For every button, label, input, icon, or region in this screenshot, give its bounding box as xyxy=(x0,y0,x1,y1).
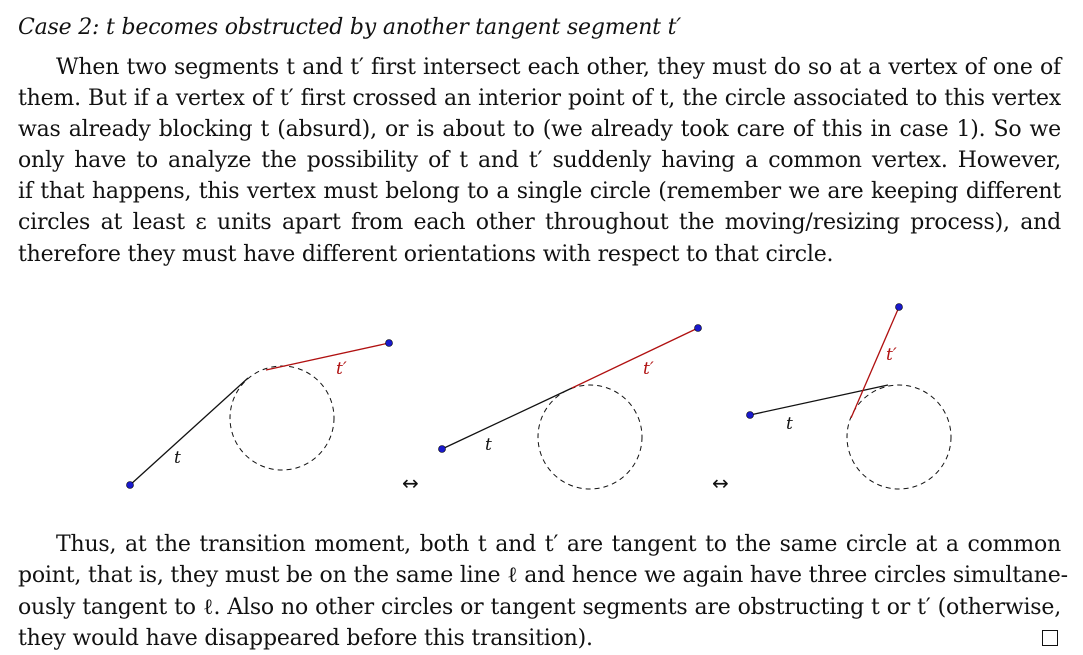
label-t-prime: t′ xyxy=(643,359,654,379)
paragraph-line: When two segments t and t′ first intersect each other, they must do so at a vertex of one of xyxy=(56,55,1061,80)
paragraph-line: Thus, at the transition moment, both t and t′ are tangent to the same circle at a common xyxy=(56,532,1061,557)
panel-3 xyxy=(747,304,952,490)
dashed-circle xyxy=(847,385,951,489)
segment-t xyxy=(750,385,888,415)
paragraph-line: if that happens, this vertex must belong to a single circle (remember we are keeping different xyxy=(18,179,1061,204)
case-heading: Case 2: t becomes obstructed by another tangent segment t′ xyxy=(18,15,682,40)
endpoint-dot xyxy=(386,340,393,347)
dashed-circle xyxy=(538,385,642,489)
endpoint-dot xyxy=(439,446,446,453)
label-t: t xyxy=(174,448,181,468)
paragraph-line: point, that is, they must be on the same line ℓ and hence we again have three circles simultane- xyxy=(18,563,1068,588)
paragraph-line: circles at least ε units apart from each other throughout the moving/resizing process), and xyxy=(18,210,1061,235)
paragraph-line: them. But if a vertex of t′ first crossed an interior point of t, the circle associated to this vertex xyxy=(18,86,1061,111)
endpoint-dot xyxy=(747,412,754,419)
paragraph-line: was already blocking t (absurd), or is about to (we already took care of this in case 1). So we xyxy=(18,117,1061,142)
transition-figure xyxy=(0,290,1083,510)
label-t: t xyxy=(786,414,793,434)
segment-t-prime xyxy=(572,328,698,388)
double-arrow-icon: ↔ xyxy=(402,471,419,495)
endpoint-dot xyxy=(695,325,702,332)
dashed-circle xyxy=(230,366,334,470)
segment-t-prime xyxy=(266,343,389,370)
paragraph-line: ously tangent to ℓ. Also no other circles or tangent segments are obstructing t or t′ (otherwise, xyxy=(18,595,1061,620)
segment-t xyxy=(130,378,248,485)
label-t-prime: t′ xyxy=(336,359,347,379)
panel-1 xyxy=(127,340,393,489)
panel-2 xyxy=(439,325,702,490)
double-arrow-icon: ↔ xyxy=(712,471,729,495)
label-t-prime: t′ xyxy=(886,345,897,365)
label-t: t xyxy=(485,435,492,455)
endpoint-dot xyxy=(896,304,903,311)
qed-box-icon xyxy=(1042,630,1058,646)
paragraph-line: only have to analyze the possibility of t and t′ suddenly having a common vertex. However, xyxy=(18,148,1061,173)
paragraph-line: they would have disappeared before this transition). xyxy=(18,626,593,651)
endpoint-dot xyxy=(127,482,134,489)
segment-t xyxy=(442,388,572,449)
paragraph-line: therefore they must have different orientations with respect to that circle. xyxy=(18,242,834,267)
